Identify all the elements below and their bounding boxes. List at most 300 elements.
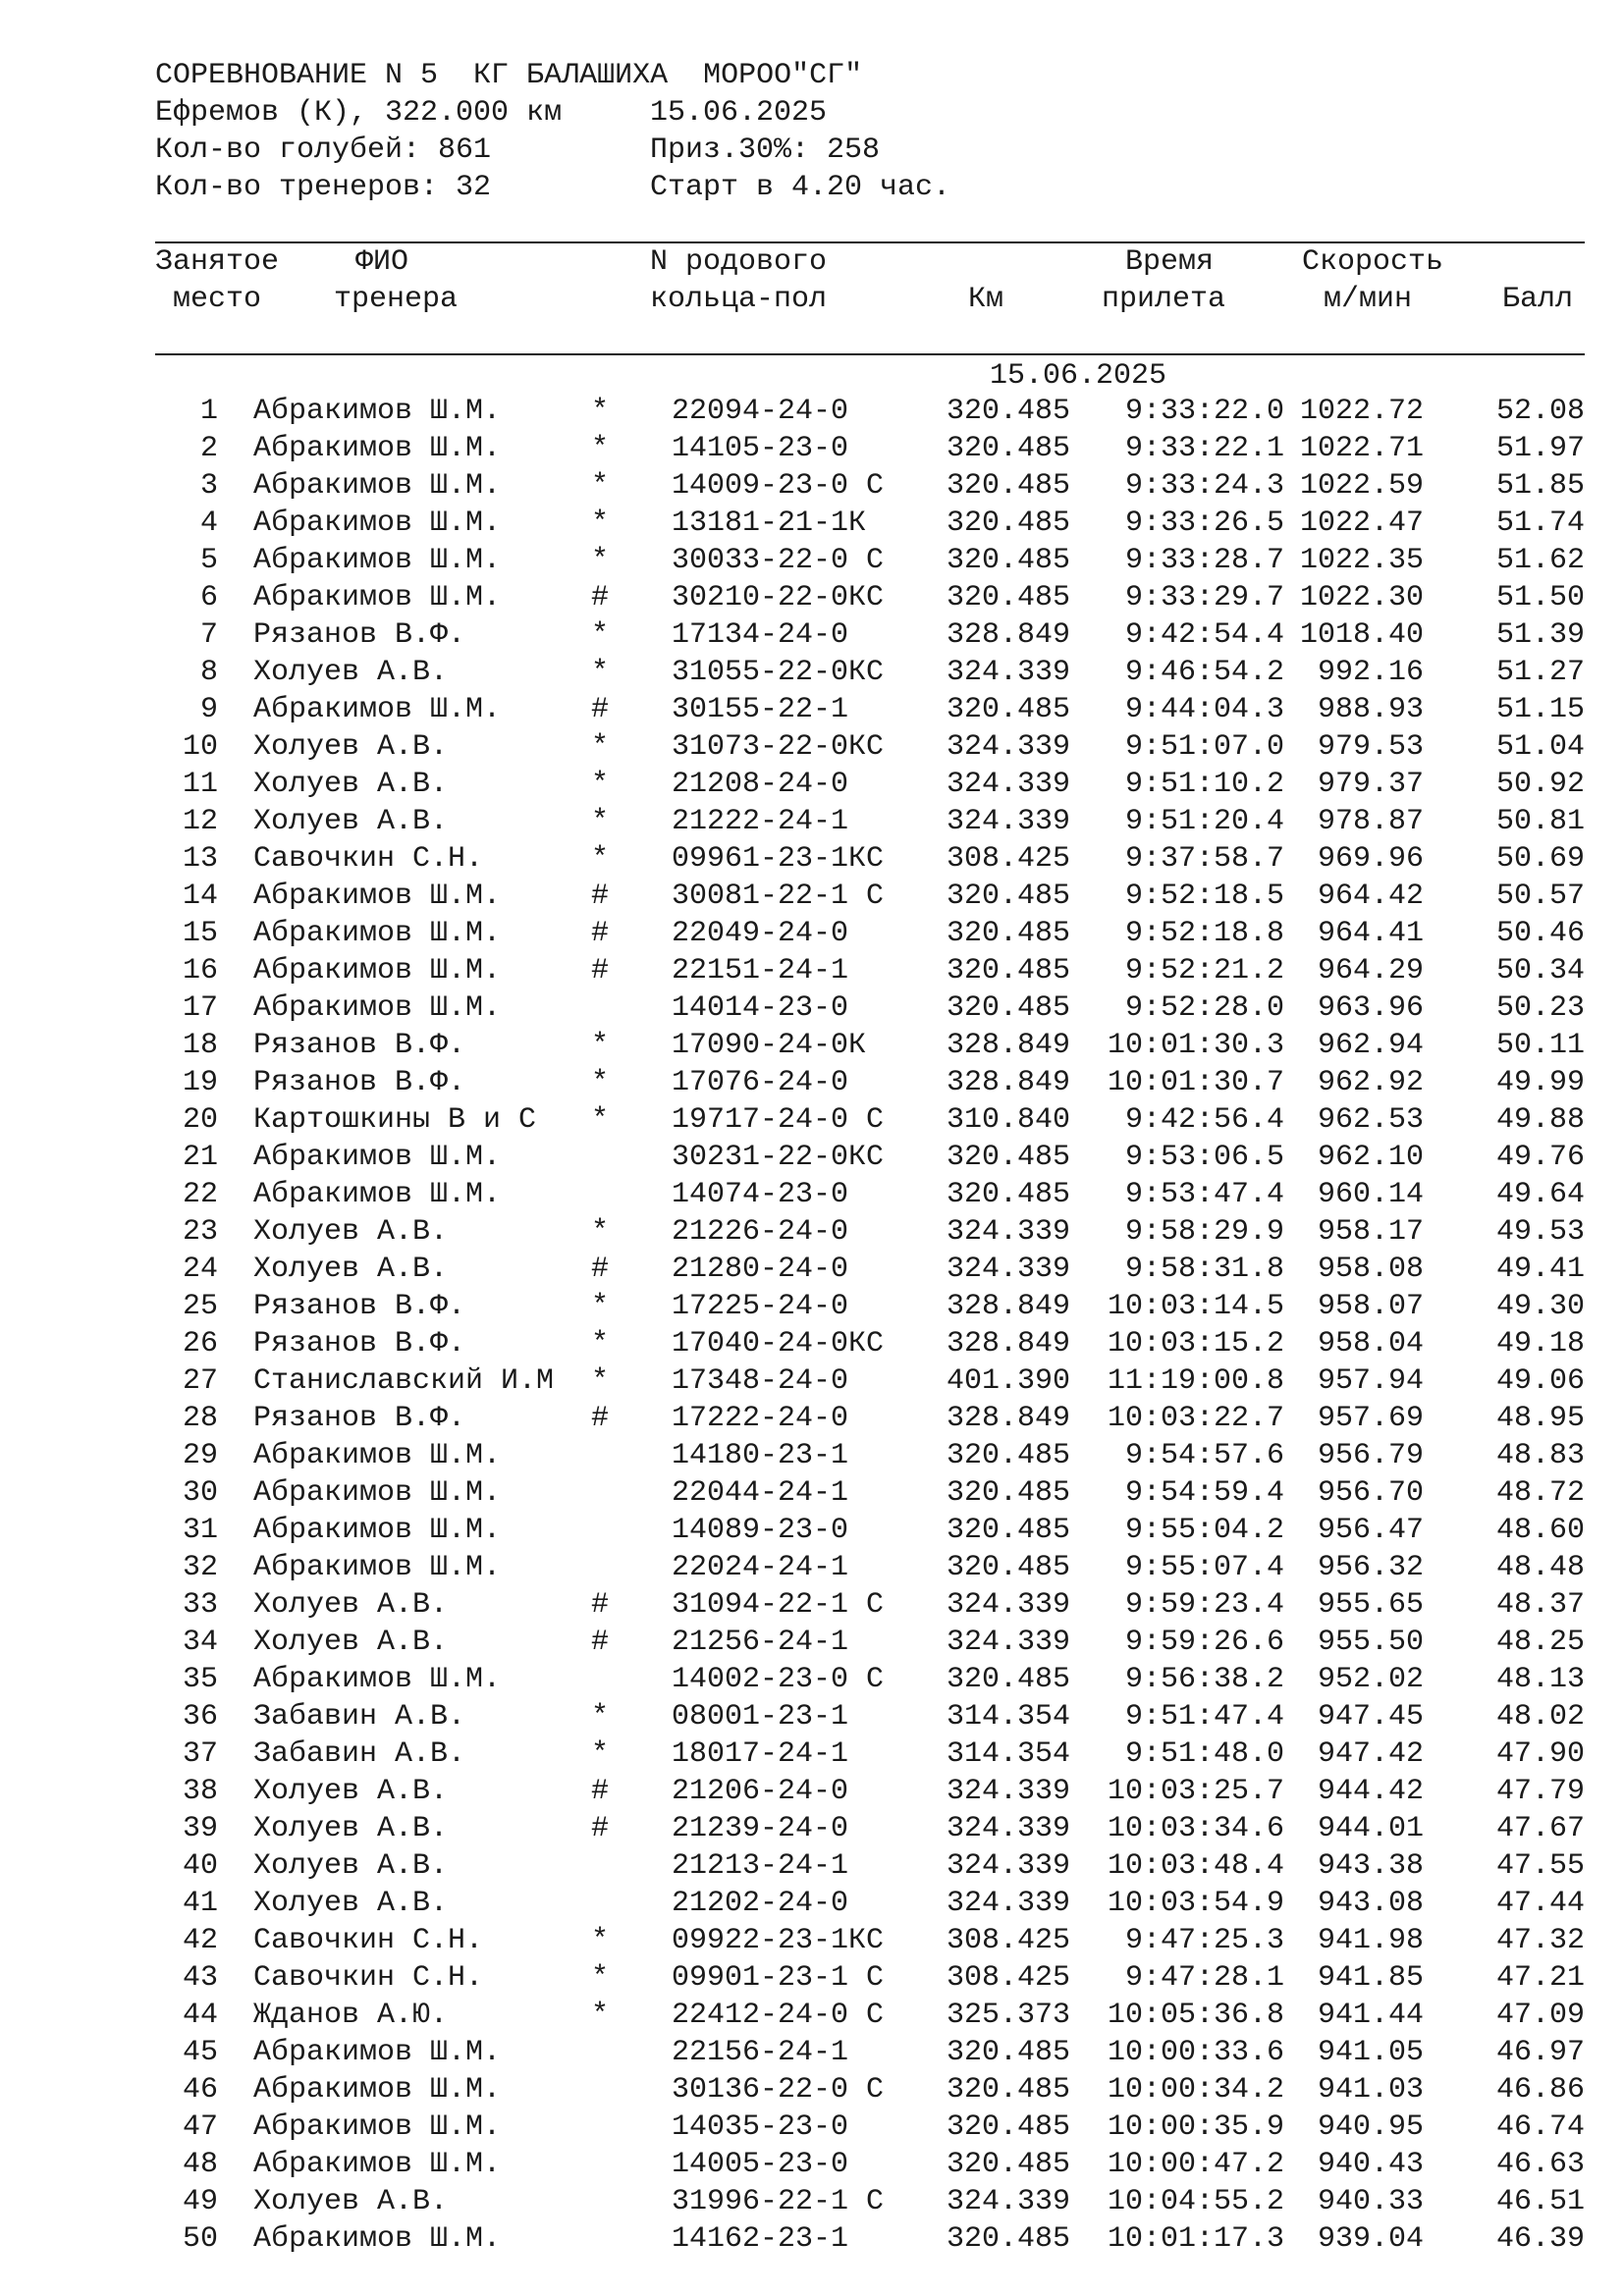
cell-speed: 978.87 xyxy=(1317,805,1424,838)
cell-speed: 941.05 xyxy=(1317,2036,1424,2069)
table-row xyxy=(155,1735,1589,1773)
cell-time: 9:51:47.4 xyxy=(1124,1700,1284,1734)
cell-mark: * xyxy=(591,1737,610,1771)
cell-ring: 22024-24-1 xyxy=(672,1551,849,1584)
cell-km: 324.339 xyxy=(946,1626,1070,1659)
cell-score: 47.44 xyxy=(1495,1887,1585,1920)
cell-time: 10:03:15.2 xyxy=(1107,1327,1284,1361)
cell-place: 44 xyxy=(182,1999,218,2032)
cell-name: Рязанов В.Ф. xyxy=(253,1290,466,1323)
cell-name: Абракимов Ш.М. xyxy=(253,991,502,1025)
cell-ring: 22151-24-1 xyxy=(672,954,849,988)
cell-time: 9:52:28.0 xyxy=(1124,991,1284,1025)
cell-km: 320.485 xyxy=(946,1663,1070,1696)
cell-ring: 17090-24-0К xyxy=(672,1029,867,1062)
cell-name: Рязанов В.Ф. xyxy=(253,1402,466,1435)
cell-place: 23 xyxy=(182,1215,218,1249)
cell-ring: 14180-23-1 xyxy=(672,1439,849,1472)
cell-km: 320.485 xyxy=(946,1476,1070,1510)
cell-ring: 08001-23-1 xyxy=(672,1700,849,1734)
cell-score: 49.99 xyxy=(1495,1066,1585,1099)
cell-speed: 952.02 xyxy=(1317,1663,1424,1696)
cell-place: 50 xyxy=(182,2222,218,2256)
table-row xyxy=(155,1064,1589,1101)
col-time-2: прилета xyxy=(1102,283,1226,316)
table-row xyxy=(155,1474,1589,1512)
cell-place: 46 xyxy=(182,2073,218,2107)
cell-speed: 962.10 xyxy=(1317,1141,1424,1174)
table-row xyxy=(155,1922,1589,1959)
cell-speed: 1022.30 xyxy=(1300,581,1425,614)
cell-speed: 941.44 xyxy=(1317,1999,1424,2032)
cell-name: Рязанов В.Ф. xyxy=(253,1029,466,1062)
cell-place: 20 xyxy=(182,1103,218,1137)
cell-mark: * xyxy=(591,1066,610,1099)
section-date: 15.06.2025 xyxy=(990,359,1167,393)
cell-speed: 1018.40 xyxy=(1300,618,1425,652)
cell-mark: * xyxy=(591,1029,610,1062)
cell-ring: 14009-23-0 С xyxy=(672,469,885,503)
cell-ring: 22049-24-0 xyxy=(672,917,849,950)
cell-km: 324.339 xyxy=(946,1812,1070,1845)
cell-name: Холуев А.В. xyxy=(253,1588,449,1622)
cell-place: 19 xyxy=(182,1066,218,1099)
table-row xyxy=(155,1400,1589,1437)
cell-name: Холуев А.В. xyxy=(253,1775,449,1808)
table-row xyxy=(155,1288,1589,1325)
cell-km: 325.373 xyxy=(946,1999,1070,2032)
cell-place: 21 xyxy=(182,1141,218,1174)
cell-time: 9:33:28.7 xyxy=(1124,544,1284,577)
cell-speed: 979.37 xyxy=(1317,768,1424,801)
cell-time: 9:33:22.1 xyxy=(1124,432,1284,465)
cell-km: 324.339 xyxy=(946,1215,1070,1249)
cell-score: 46.97 xyxy=(1495,2036,1585,2069)
cell-speed: 940.33 xyxy=(1317,2185,1424,2218)
cell-name: Абракимов Ш.М. xyxy=(253,395,502,428)
table-row xyxy=(155,1251,1589,1288)
cell-mark: * xyxy=(591,1924,610,1957)
cell-ring: 14074-23-0 xyxy=(672,1178,849,1211)
cell-speed: 943.38 xyxy=(1317,1849,1424,1883)
cell-speed: 1022.59 xyxy=(1300,469,1425,503)
cell-speed: 1022.71 xyxy=(1300,432,1425,465)
cell-score: 50.92 xyxy=(1495,768,1585,801)
cell-time: 10:03:22.7 xyxy=(1107,1402,1284,1435)
table-row xyxy=(155,1624,1589,1661)
cell-place: 8 xyxy=(199,656,218,689)
cell-km: 320.485 xyxy=(946,2036,1070,2069)
cell-name: Жданов А.Ю. xyxy=(253,1999,449,2032)
cell-time: 11:19:00.8 xyxy=(1107,1364,1284,1398)
cell-speed: 956.70 xyxy=(1317,1476,1424,1510)
cell-time: 9:52:21.2 xyxy=(1124,954,1284,988)
cell-mark: # xyxy=(591,917,610,950)
cell-ring: 17222-24-0 xyxy=(672,1402,849,1435)
cell-speed: 992.16 xyxy=(1317,656,1424,689)
cell-mark: * xyxy=(591,432,610,465)
table-row xyxy=(155,1698,1589,1735)
cell-score: 48.13 xyxy=(1495,1663,1585,1696)
cell-km: 328.849 xyxy=(946,618,1070,652)
cell-score: 47.79 xyxy=(1495,1775,1585,1808)
table-row xyxy=(155,989,1589,1027)
cell-name: Абракимов Ш.М. xyxy=(253,2148,502,2181)
cell-ring: 30155-22-1 xyxy=(672,693,849,726)
cell-km: 320.485 xyxy=(946,991,1070,1025)
cell-place: 26 xyxy=(182,1327,218,1361)
cell-mark: * xyxy=(591,1961,610,1995)
cell-ring: 30210-22-0КС xyxy=(672,581,885,614)
cell-time: 9:55:07.4 xyxy=(1124,1551,1284,1584)
cell-place: 47 xyxy=(182,2110,218,2144)
cell-km: 328.849 xyxy=(946,1402,1070,1435)
cell-ring: 21280-24-0 xyxy=(672,1253,849,1286)
cell-ring: 21239-24-0 xyxy=(672,1812,849,1845)
cell-score: 51.04 xyxy=(1495,730,1585,764)
col-place-1: Занятое xyxy=(155,245,280,279)
cell-ring: 31996-22-1 С xyxy=(672,2185,885,2218)
cell-time: 10:03:25.7 xyxy=(1107,1775,1284,1808)
cell-ring: 30136-22-0 С xyxy=(672,2073,885,2107)
table-row xyxy=(155,393,1589,430)
cell-time: 10:01:17.3 xyxy=(1107,2222,1284,2256)
cell-name: Забавин А.В. xyxy=(253,1737,466,1771)
cell-place: 28 xyxy=(182,1402,218,1435)
cell-ring: 14162-23-1 xyxy=(672,2222,849,2256)
cell-place: 17 xyxy=(182,991,218,1025)
cell-name: Забавин А.В. xyxy=(253,1700,466,1734)
cell-score: 50.69 xyxy=(1495,842,1585,876)
cell-km: 320.485 xyxy=(946,1178,1070,1211)
cell-ring: 18017-24-1 xyxy=(672,1737,849,1771)
cell-name: Абракимов Ш.М. xyxy=(253,1663,502,1696)
cell-speed: 941.85 xyxy=(1317,1961,1424,1995)
cell-name: Холуев А.В. xyxy=(253,656,449,689)
cell-time: 10:00:34.2 xyxy=(1107,2073,1284,2107)
cell-ring: 17040-24-0КС xyxy=(672,1327,885,1361)
cell-score: 49.41 xyxy=(1495,1253,1585,1286)
cell-ring: 14014-23-0 xyxy=(672,991,849,1025)
cell-ring: 14105-23-0 xyxy=(672,432,849,465)
cell-time: 9:53:47.4 xyxy=(1124,1178,1284,1211)
cell-km: 320.485 xyxy=(946,432,1070,465)
document-header xyxy=(155,57,1589,206)
table-row xyxy=(155,2034,1589,2071)
cell-ring: 13181-21-1К xyxy=(672,507,867,540)
table-row xyxy=(155,542,1589,579)
table-row xyxy=(155,616,1589,654)
cell-place: 31 xyxy=(182,1514,218,1547)
table-row xyxy=(155,1325,1589,1362)
cell-km: 314.354 xyxy=(946,1700,1070,1734)
cell-speed: 956.32 xyxy=(1317,1551,1424,1584)
cell-mark: * xyxy=(591,618,610,652)
cell-score: 51.74 xyxy=(1495,507,1585,540)
table-row xyxy=(155,654,1589,691)
cell-time: 10:03:34.6 xyxy=(1107,1812,1284,1845)
cell-km: 320.485 xyxy=(946,581,1070,614)
cell-name: Абракимов Ш.М. xyxy=(253,432,502,465)
cell-km: 324.339 xyxy=(946,768,1070,801)
table-row xyxy=(155,1362,1589,1400)
cell-km: 324.339 xyxy=(946,2185,1070,2218)
cell-name: Холуев А.В. xyxy=(253,805,449,838)
cell-name: Абракимов Ш.М. xyxy=(253,954,502,988)
pigeon-count: Кол-во голубей: 861 xyxy=(155,133,492,167)
cell-km: 308.425 xyxy=(946,842,1070,876)
cell-name: Абракимов Ш.М. xyxy=(253,1551,502,1584)
cell-place: 15 xyxy=(182,917,218,950)
cell-score: 50.46 xyxy=(1495,917,1585,950)
cell-place: 22 xyxy=(182,1178,218,1211)
cell-score: 48.25 xyxy=(1495,1626,1585,1659)
trainer-count: Кол-во тренеров: 32 xyxy=(155,171,492,204)
cell-name: Холуев А.В. xyxy=(253,1253,449,1286)
cell-speed: 943.08 xyxy=(1317,1887,1424,1920)
cell-speed: 947.42 xyxy=(1317,1737,1424,1771)
cell-speed: 958.04 xyxy=(1317,1327,1424,1361)
cell-time: 9:51:20.4 xyxy=(1124,805,1284,838)
cell-time: 9:55:04.2 xyxy=(1124,1514,1284,1547)
cell-place: 41 xyxy=(182,1887,218,1920)
cell-mark: * xyxy=(591,1327,610,1361)
cell-place: 16 xyxy=(182,954,218,988)
table-row xyxy=(155,2109,1589,2146)
cell-mark: * xyxy=(591,395,610,428)
cell-time: 10:00:47.2 xyxy=(1107,2148,1284,2181)
cell-speed: 940.43 xyxy=(1317,2148,1424,2181)
cell-km: 324.339 xyxy=(946,1849,1070,1883)
cell-score: 52.08 xyxy=(1495,395,1585,428)
cell-speed: 944.01 xyxy=(1317,1812,1424,1845)
table-row xyxy=(155,1139,1589,1176)
cell-time: 9:53:06.5 xyxy=(1124,1141,1284,1174)
cell-place: 6 xyxy=(199,581,218,614)
cell-score: 51.85 xyxy=(1495,469,1585,503)
cell-score: 46.63 xyxy=(1495,2148,1585,2181)
cell-mark: # xyxy=(591,1253,610,1286)
cell-km: 320.485 xyxy=(946,395,1070,428)
table-row xyxy=(155,766,1589,803)
cell-place: 32 xyxy=(182,1551,218,1584)
cell-km: 320.485 xyxy=(946,954,1070,988)
cell-ring: 09901-23-1 С xyxy=(672,1961,885,1995)
cell-ring: 22412-24-0 С xyxy=(672,1999,885,2032)
cell-name: Абракимов Ш.М. xyxy=(253,2222,502,2256)
cell-mark: # xyxy=(591,693,610,726)
col-km: Км xyxy=(968,283,1004,316)
col-name-1: ФИО xyxy=(355,245,409,279)
cell-ring: 22094-24-0 xyxy=(672,395,849,428)
cell-place: 40 xyxy=(182,1849,218,1883)
cell-km: 308.425 xyxy=(946,1961,1070,1995)
cell-name: Савочкин С.Н. xyxy=(253,1961,484,1995)
cell-mark: * xyxy=(591,469,610,503)
table-row xyxy=(155,1847,1589,1885)
cell-mark: # xyxy=(591,880,610,913)
table-row xyxy=(155,728,1589,766)
cell-km: 314.354 xyxy=(946,1737,1070,1771)
cell-mark: * xyxy=(591,730,610,764)
cell-ring: 17076-24-0 xyxy=(672,1066,849,1099)
cell-name: Абракимов Ш.М. xyxy=(253,693,502,726)
table-row xyxy=(155,1027,1589,1064)
cell-name: Абракимов Ш.М. xyxy=(253,2036,502,2069)
cell-name: Абракимов Ш.М. xyxy=(253,1476,502,1510)
cell-time: 10:05:36.8 xyxy=(1107,1999,1284,2032)
cell-ring: 21222-24-1 xyxy=(672,805,849,838)
cell-ring: 30033-22-0 С xyxy=(672,544,885,577)
cell-name: Рязанов В.Ф. xyxy=(253,1327,466,1361)
cell-time: 9:33:29.7 xyxy=(1124,581,1284,614)
cell-place: 34 xyxy=(182,1626,218,1659)
cell-ring: 31073-22-0КС xyxy=(672,730,885,764)
cell-place: 1 xyxy=(199,395,218,428)
cell-place: 12 xyxy=(182,805,218,838)
table-row xyxy=(155,803,1589,840)
cell-score: 49.88 xyxy=(1495,1103,1585,1137)
cell-score: 49.53 xyxy=(1495,1215,1585,1249)
cell-time: 10:03:48.4 xyxy=(1107,1849,1284,1883)
cell-name: Холуев А.В. xyxy=(253,1812,449,1845)
cell-time: 9:44:04.3 xyxy=(1124,693,1284,726)
cell-speed: 955.65 xyxy=(1317,1588,1424,1622)
cell-mark: # xyxy=(591,1402,610,1435)
cell-place: 35 xyxy=(182,1663,218,1696)
cell-name: Холуев А.В. xyxy=(253,2185,449,2218)
cell-time: 10:01:30.3 xyxy=(1107,1029,1284,1062)
cell-name: Холуев А.В. xyxy=(253,730,449,764)
cell-km: 320.485 xyxy=(946,2222,1070,2256)
cell-km: 324.339 xyxy=(946,1253,1070,1286)
cell-name: Савочкин С.Н. xyxy=(253,842,484,876)
col-ring-2: кольца-пол xyxy=(650,283,828,316)
cell-ring: 19717-24-0 С xyxy=(672,1103,885,1137)
cell-km: 401.390 xyxy=(946,1364,1070,1398)
cell-name: Станиславский И.М xyxy=(253,1364,555,1398)
cell-score: 50.34 xyxy=(1495,954,1585,988)
cell-time: 10:00:35.9 xyxy=(1107,2110,1284,2144)
cell-speed: 979.53 xyxy=(1317,730,1424,764)
cell-speed: 956.79 xyxy=(1317,1439,1424,1472)
cell-place: 42 xyxy=(182,1924,218,1957)
cell-km: 320.485 xyxy=(946,469,1070,503)
cell-km: 320.485 xyxy=(946,1551,1070,1584)
cell-time: 9:37:58.7 xyxy=(1124,842,1284,876)
cell-score: 51.62 xyxy=(1495,544,1585,577)
cell-mark: * xyxy=(591,1215,610,1249)
cell-km: 324.339 xyxy=(946,1775,1070,1808)
cell-time: 9:52:18.8 xyxy=(1124,917,1284,950)
cell-km: 328.849 xyxy=(946,1290,1070,1323)
cell-speed: 958.08 xyxy=(1317,1253,1424,1286)
table-row xyxy=(155,2183,1589,2220)
cell-mark: # xyxy=(591,1812,610,1845)
cell-place: 11 xyxy=(182,768,218,801)
cell-place: 9 xyxy=(199,693,218,726)
cell-time: 10:01:30.7 xyxy=(1107,1066,1284,1099)
cell-km: 324.339 xyxy=(946,1588,1070,1622)
cell-speed: 956.47 xyxy=(1317,1514,1424,1547)
results-table xyxy=(155,393,1589,2258)
table-row xyxy=(155,579,1589,616)
cell-score: 48.48 xyxy=(1495,1551,1585,1584)
competition-date: 15.06.2025 xyxy=(650,96,828,130)
table-row xyxy=(155,1512,1589,1549)
table-row xyxy=(155,430,1589,467)
cell-mark: * xyxy=(591,1999,610,2032)
cell-name: Холуев А.В. xyxy=(253,768,449,801)
cell-place: 2 xyxy=(199,432,218,465)
table-row xyxy=(155,467,1589,505)
cell-ring: 21226-24-0 xyxy=(672,1215,849,1249)
cell-score: 48.60 xyxy=(1495,1514,1585,1547)
cell-name: Холуев А.В. xyxy=(253,1849,449,1883)
table-row xyxy=(155,1773,1589,1810)
competition-title: СОРЕВНОВАНИЕ N 5 КГ БАЛАШИХА МОРОО"СГ" xyxy=(155,59,863,92)
cell-score: 48.37 xyxy=(1495,1588,1585,1622)
start-time: Старт в 4.20 час. xyxy=(650,171,951,204)
cell-name: Рязанов В.Ф. xyxy=(253,1066,466,1099)
cell-time: 10:00:33.6 xyxy=(1107,2036,1284,2069)
cell-score: 49.06 xyxy=(1495,1364,1585,1398)
cell-name: Абракимов Ш.М. xyxy=(253,1178,502,1211)
cell-ring: 09922-23-1КС xyxy=(672,1924,885,1957)
cell-km: 324.339 xyxy=(946,1887,1070,1920)
cell-ring: 22044-24-1 xyxy=(672,1476,849,1510)
cell-speed: 962.94 xyxy=(1317,1029,1424,1062)
cell-speed: 960.14 xyxy=(1317,1178,1424,1211)
cell-place: 43 xyxy=(182,1961,218,1995)
cell-mark: # xyxy=(591,581,610,614)
table-row xyxy=(155,1101,1589,1139)
cell-km: 320.485 xyxy=(946,880,1070,913)
col-ring-1: N родового xyxy=(650,245,828,279)
cell-speed: 957.94 xyxy=(1317,1364,1424,1398)
cell-score: 49.18 xyxy=(1495,1327,1585,1361)
cell-score: 50.81 xyxy=(1495,805,1585,838)
cell-name: Абракимов Ш.М. xyxy=(253,917,502,950)
table-row xyxy=(155,2220,1589,2258)
cell-place: 18 xyxy=(182,1029,218,1062)
table-row xyxy=(155,915,1589,952)
cell-score: 48.83 xyxy=(1495,1439,1585,1472)
cell-speed: 962.53 xyxy=(1317,1103,1424,1137)
cell-speed: 940.95 xyxy=(1317,2110,1424,2144)
cell-score: 51.50 xyxy=(1495,581,1585,614)
cell-ring: 31055-22-0КС xyxy=(672,656,885,689)
cell-place: 39 xyxy=(182,1812,218,1845)
cell-mark: # xyxy=(591,1626,610,1659)
cell-name: Абракимов Ш.М. xyxy=(253,544,502,577)
cell-ring: 17348-24-0 xyxy=(672,1364,849,1398)
cell-km: 320.485 xyxy=(946,2073,1070,2107)
cell-place: 10 xyxy=(182,730,218,764)
cell-speed: 955.50 xyxy=(1317,1626,1424,1659)
cell-speed: 964.42 xyxy=(1317,880,1424,913)
cell-km: 320.485 xyxy=(946,2110,1070,2144)
cell-name: Абракимов Ш.М. xyxy=(253,469,502,503)
table-row xyxy=(155,691,1589,728)
cell-place: 14 xyxy=(182,880,218,913)
table-row xyxy=(155,1176,1589,1213)
cell-ring: 17225-24-0 xyxy=(672,1290,849,1323)
cell-ring: 09961-23-1КС xyxy=(672,842,885,876)
table-row xyxy=(155,1437,1589,1474)
cell-place: 36 xyxy=(182,1700,218,1734)
table-row xyxy=(155,1997,1589,2034)
